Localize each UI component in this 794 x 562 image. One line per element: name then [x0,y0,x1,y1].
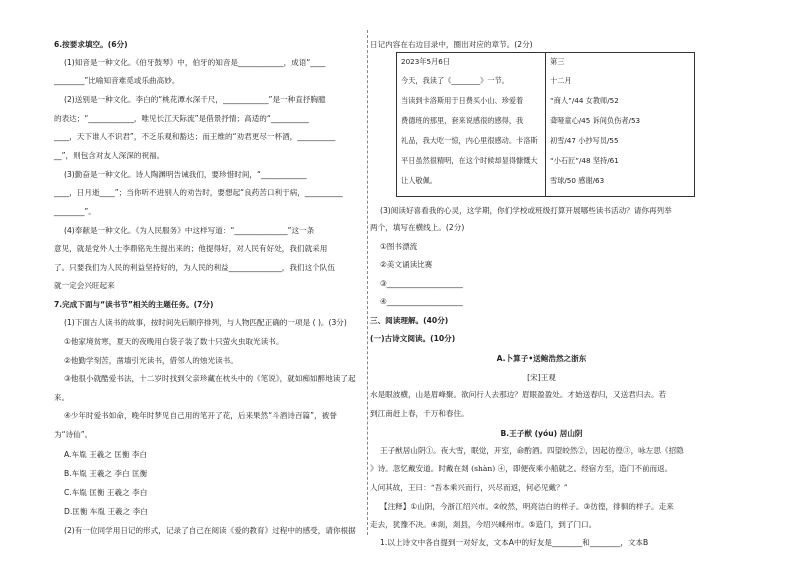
q6-item-1-line: ________”比喻知音难觅或乐曲高妙。 [54,76,180,85]
section-3-title: 三、阅读理解。(40分) [370,316,449,325]
toc-row[interactable]: 雪球/50 感谢/63 [550,176,605,185]
poem-a-text: 到江南赶上春，千万和春住。 [370,409,469,418]
q6-item-4-line: (4)奉献是一种文化。《为人民服务》中这样写道：“______________”这一条 [64,226,315,235]
toc-month: 十二月 [550,76,572,85]
story-4: 为“诗仙”。 [54,430,93,439]
text-b-title: B.王子猷 (yóu) 居山阴 [500,429,583,438]
text-b-body: 》诗。忽忆戴安道。时戴在剡 (shàn) ④，即便夜乘小船就之。经宿方至，造门不前而返。 [370,464,673,473]
option-c[interactable]: C.车胤 匡衡 王羲之 李白 [64,488,148,497]
column-divider [367,30,368,535]
diary-line: 平日虽然很精明，在这个时候却显得慷慨大 [401,156,538,165]
toc-row[interactable]: “小石匠”/48 坚持/61 [550,156,619,165]
q6-item-3-line: (3)勤奋是一种文化。诗人陶渊明告诫我们，要珍惜时间，“____________ [64,170,307,179]
q6-item-4-line: 了。只要我们为人民的利益坚持好的，为人民的利益______________，我们这个队伍 [54,263,335,272]
diary-table [396,52,695,197]
subsection-title: (一)古诗文阅读。(10分) [370,334,456,343]
toc-heading: 第三 [550,57,565,66]
story-3: ③他很小就酷爱书法，十二岁时找到父亲珍藏在枕头中的《笔说》，就如痴如醉地读了起 [64,374,356,383]
q6-item-3-line: ____，日月逝____”；当你听不进别人的劝告时，要想起“良药苦口利于病，__________ [54,188,343,197]
question-7-title: 7.完成下面与“读书节”相关的主题任务。(7分) [54,300,214,309]
diary-line: 费德班的那里，套来说感很的感得，我 [401,116,524,125]
activity-4-blank[interactable]: ④____________________ [380,297,463,306]
option-b[interactable]: B.车胤 王羲之 李白 匡衡 [64,469,148,478]
toc-row[interactable]: “商人”/44 女教师/52 [550,96,619,105]
reading-question-1: 1.以上诗文中各自提到一对好友，文本A中的好友是________和________，文本B [380,538,649,547]
text-b-body: 人问其故，王曰：“吾本乘兴而行，兴尽而返，何必见戴？” [370,483,568,492]
toc-row[interactable]: 初雪/47 小抄写员/55 [550,136,619,145]
activity-3-blank[interactable]: ③____________________ [380,279,463,288]
story-1: ①他家境贫寒，夏天的夜晚用白袋子装了数十只萤火虫取光读书。 [64,337,284,346]
activity-1: ①图书漂流 [380,242,418,251]
diary-line: 礼品，我大吃一惊，内心里很感动。卡洛斯 [401,136,538,145]
q6-item-4-line: 就一定会兴旺起来 [54,281,115,290]
poem-a-author: [宋]王观 [527,373,556,382]
q7-item-2-continued: 日记内容在右边目录中，圈出对应的章节。(2分) [370,40,533,49]
diary-line: 当读到卡洛斯用于日费买小山、珍爱着 [401,96,524,105]
q7-item-1-prompt: (1)下面古人读书的故事，按时间先后顺序排列，与人物匹配正确的一项是 ( )。(3分) [64,318,347,327]
diary-line: 让人敬佩。 [401,176,437,185]
diary-date: 2023年5月6日 [401,57,451,66]
q6-item-4-line: 意见，就是党外人士李鼎铭先生提出来的；他提得好，对人民有好处，我们就采用 [54,244,328,253]
q6-item-2-line: 的表达；“____________，唯见长江天际流”是借景抒情；高适的“__________ [54,114,309,123]
annotation: 走去，犹豫不决。④剡，剡县，今绍兴嵊州市。⑤造门，到了门口。 [370,520,597,529]
option-d[interactable]: D.匡衡 车胤 王羲之 李白 [64,507,148,516]
annotation: 【注释】①山阴，今浙江绍兴市。②皎然，明亮洁白的样子。③彷徨，徘徊的样子。走来 [380,502,674,511]
story-3: 来。 [54,393,70,402]
story-4: ④少年时爱书如命，晚年时梦见自己用的笔开了花，后来果然“斗酒诗百篇”，被誉 [64,411,337,420]
toc-row[interactable]: 聋哑童心/45 诉间负伤者/53 [550,116,641,125]
q7-item-3-prompt: (3)阅读好喜看我的心灵，这学期，你们学校或班级打算开展哪些读书活动？请你再列举 [380,206,672,215]
diary-line[interactable]: 今天，我读了《________》一节。 [401,76,509,85]
poem-a-text: 水是眼波横，山是眉峰聚。欲问行人去那边？眉眼盈盈处。才始送春归，又送君归去。若 [370,390,667,399]
activity-2: ②美文诵读比赛 [380,260,433,269]
diary-divider [545,53,546,196]
poem-a-title: A.卜算子•送鲍浩然之浙东 [496,354,587,363]
q6-item-3-line: ________”。 [54,207,96,216]
q6-item-2-line: (2)送别是一种文化。李白的“桃花潭水深千尺，____________”是一种直抒胸臆 [64,95,326,104]
q7-item-3-prompt: 两个，填写在横线上。(2分) [370,223,465,232]
q6-item-2-line: __”，则包含对友人深深的祝福。 [54,151,165,160]
q6-item-1-line: (1)知音是一种文化。《伯牙鼓琴》中，伯牙的知音是____________，成语“____ [64,58,326,67]
story-2: ②他勤学刻苦，凿墙引光读书，借邻人的烛光读书。 [64,356,238,365]
option-a[interactable]: A.车胤 王羲之 匡衡 李白 [64,450,148,459]
text-b-body: 王子猷居山阴①。夜大雪，眠觉，开室，命酌酒。四望皎然②，因起彷徨③，咏左思《招隐 [380,446,684,455]
question-6-title: 6.按要求填空。(6分) [54,40,128,49]
q6-item-2-line: ____，天下谁人不识君”，不乏乐观和豁达；而王维的“劝君更尽一杯酒，__________ [54,132,336,141]
q7-item-2-prompt: (2)有一位同学用日记的形式，记录了自己在阅读《爱的教育》过程中的感受，请你根据 [64,526,356,535]
